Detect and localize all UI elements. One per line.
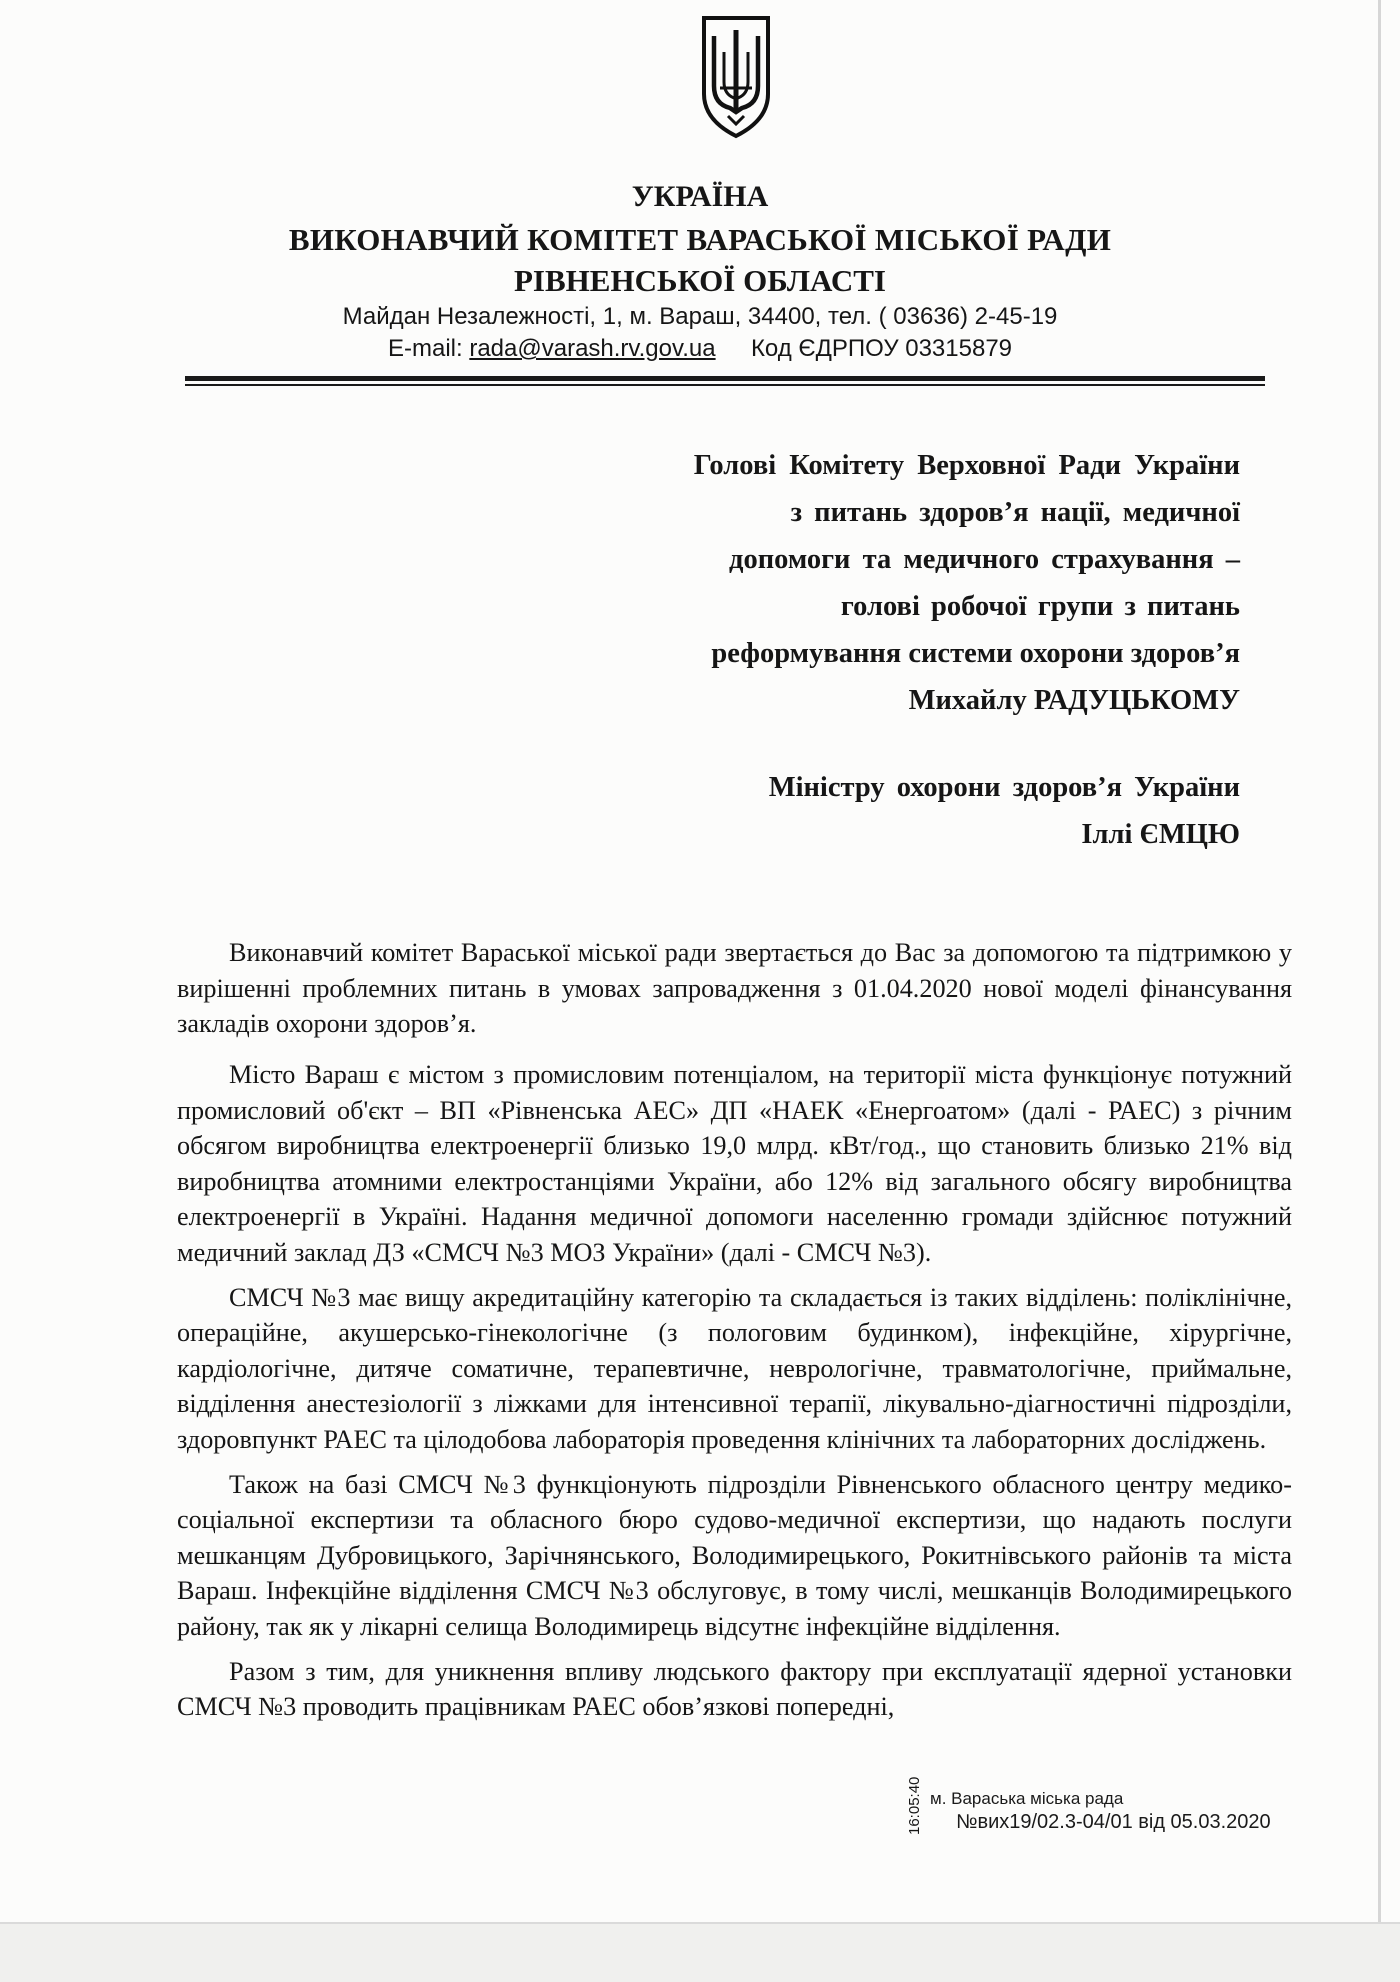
scan-bottom-margin xyxy=(0,1922,1400,1982)
letter-intro xyxy=(177,935,1292,1050)
trident-coat-of-arms-icon xyxy=(700,12,772,140)
email-link[interactable]: rada@varash.rv.gov.ua xyxy=(469,335,716,362)
addressee-line: допомоги та медичного страхування – xyxy=(729,544,1240,575)
header-oblast: РІВНЕНСЬКОЇ ОБЛАСТІ xyxy=(514,263,886,298)
email-label: E-mail: xyxy=(387,335,463,362)
body-paragraph: Разом з тим, для уникнення впливу людського фактору при експлуатації ядерної установки СМСЧ №3 проводить працівникам РАЕС обов’язкові попередні, xyxy=(177,1656,1292,1722)
header-contact-row xyxy=(0,335,1400,363)
registration-stamp-time: 16:05:40 xyxy=(906,1776,923,1835)
header-country: УКРАЇНА xyxy=(631,180,769,213)
body-paragraph: Також на базі СМСЧ №3 функціонують підрозділи Рівненського обласного центру медико-соціальної експертизи та обласного бюро судово-медичної експертизи, що надають послуги мешканцям Дубровицького, Зарічнянського, Володимирецького, Рокитнівського районів та міста Вараш. Інфекційне відділення СМСЧ №3 обслуговує, в тому числі, мешканців Володимирецького району, так як у лікарні селища Володимирець відсутнє інфекційне відділення. xyxy=(177,1469,1292,1641)
addressee-name: Іллі ЄМЦЮ xyxy=(1081,819,1240,850)
addressee-line: голові робочої групи з питань xyxy=(840,591,1240,622)
header-divider-thin xyxy=(185,384,1265,386)
addressee-line: з питань здоров’я нації, медичної xyxy=(790,497,1240,528)
addressee-line: Голові Комітету Верховної Ради України xyxy=(693,450,1240,481)
body-paragraph: Виконавчий комітет Вараської міської ради звертається до Вас за допомогою та підтримкою у вирішенні проблемних питань в умовах запровадження з 01.04.2020 нової моделі фінансування закладів охорони здоров’я. xyxy=(177,938,1292,1039)
body-paragraph: СМСЧ №3 має вищу акредитаційну категорію та складається із таких відділень: поліклінічне, операційне, акушерсько-гінекологічне (з пологовим будинком), інфекційне, хірургічне, кардіологічне, дитяче соматичне, терапевтичне, неврологічне, травматологічне, приймальне, відділення анестезіології з ліжками для інтенсивної терапії, лікувально-діагностичні підрозділи, здоровпункт РАЕС та цілодобова лабораторія проведення клінічних та лабораторних досліджень. xyxy=(177,1282,1292,1454)
addressee-line: Міністру охорони здоров’я України xyxy=(768,772,1240,803)
addressee-name: Михайлу РАДУЦЬКОМУ xyxy=(908,685,1240,716)
header-committee: ВИКОНАВЧИЙ КОМІТЕТ ВАРАСЬКОЇ МІСЬКОЇ РАДИ xyxy=(288,222,1112,257)
registration-stamp-number: №вих19/02.3-04/01 від 05.03.2020 xyxy=(956,1811,1271,1833)
body-paragraph: Місто Вараш є містом з промисловим потенціалом, на території міста функціонує потужний промисловий об'єкт – ВП «Рівненська АЕС» ДП «НАЕК «Енергоатом» (далі - РАЕС) з річним обсягом виробництва електроенергії близько 19,0 млрд. кВт/год., що становить близько 21% від виробництва атомними електростанціями України, або 12% від загального обсягу виробництва електроенергії в Україні. Надання медичної допомоги населенню громади здійснює потужний медичний заклад ДЗ «СМСЧ №3 МОЗ України» (далі - СМСЧ №3). xyxy=(177,1060,1292,1267)
header-address: Майдан Незалежності, 1, м. Вараш, 34400, тел. ( 03636) 2-45-19 xyxy=(342,303,1058,330)
edrpou-code: Код ЄДРПОУ 03315879 xyxy=(750,335,1013,362)
addressee-line: реформування системи охорони здоров’я xyxy=(711,638,1240,669)
letter-body xyxy=(177,1057,1292,1734)
registration-stamp-org: м. Вараська міська рада xyxy=(930,1789,1124,1808)
header-divider-thick xyxy=(185,376,1265,381)
